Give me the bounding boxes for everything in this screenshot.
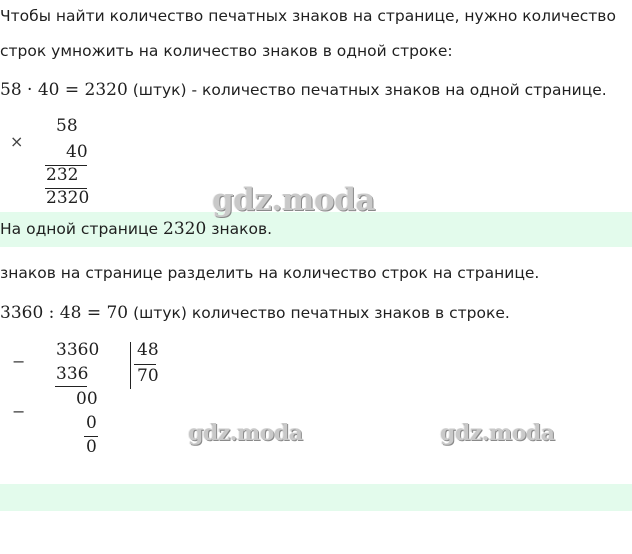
div-subtrahend-1: 336 (56, 364, 89, 384)
mult-factor-a: 58 (56, 116, 78, 136)
intro-line-1: Чтобы найти количество печатных знаков на странице, нужно количество (0, 7, 616, 25)
division-text: знаков на странице разделить на количество строк на странице. (0, 264, 540, 282)
answer-prefix: На одной странице (0, 220, 159, 238)
multiply-sign: × (10, 132, 24, 151)
watermark-bottom-right: gdz.moda (440, 420, 555, 446)
div-remainder-2: 0 (86, 437, 97, 457)
mult-expression-suffix: (штук) - количество печатных знаков на одной странице. (132, 81, 607, 99)
division-bar-vertical (130, 342, 131, 389)
minus-sign-2: − (12, 402, 26, 421)
mult-factor-b: 40 (66, 142, 88, 162)
div-expression: 3360 : 48 = 70 (0, 303, 129, 323)
minus-sign-1: − (12, 352, 26, 371)
mult-partial: 232 (46, 165, 79, 185)
answer-value: 2320 (163, 219, 207, 239)
div-divisor: 48 (137, 340, 159, 360)
div-expression-suffix: (штук) количество печатных знаков в строке. (133, 304, 510, 322)
mult-result: 2320 (46, 188, 90, 208)
div-line-1 (55, 386, 87, 387)
mult-expression: 58 · 40 = 2320 (0, 80, 128, 100)
answer-suffix: знаков. (211, 220, 273, 238)
watermark-top: gdz.moda (212, 182, 375, 218)
div-remainder-1: 00 (76, 389, 98, 409)
watermark-bottom-left: gdz.moda (188, 420, 303, 446)
bottom-band (0, 484, 632, 511)
div-quotient: 70 (137, 366, 159, 386)
div-expression-line (0, 303, 510, 323)
intro-line-2: строк умножить на количество знаков в одной строке: (0, 42, 453, 60)
div-dividend: 3360 (56, 340, 100, 360)
answer-line (0, 219, 272, 239)
mult-expression-line (0, 80, 607, 100)
div-subtrahend-2: 0 (86, 413, 97, 433)
